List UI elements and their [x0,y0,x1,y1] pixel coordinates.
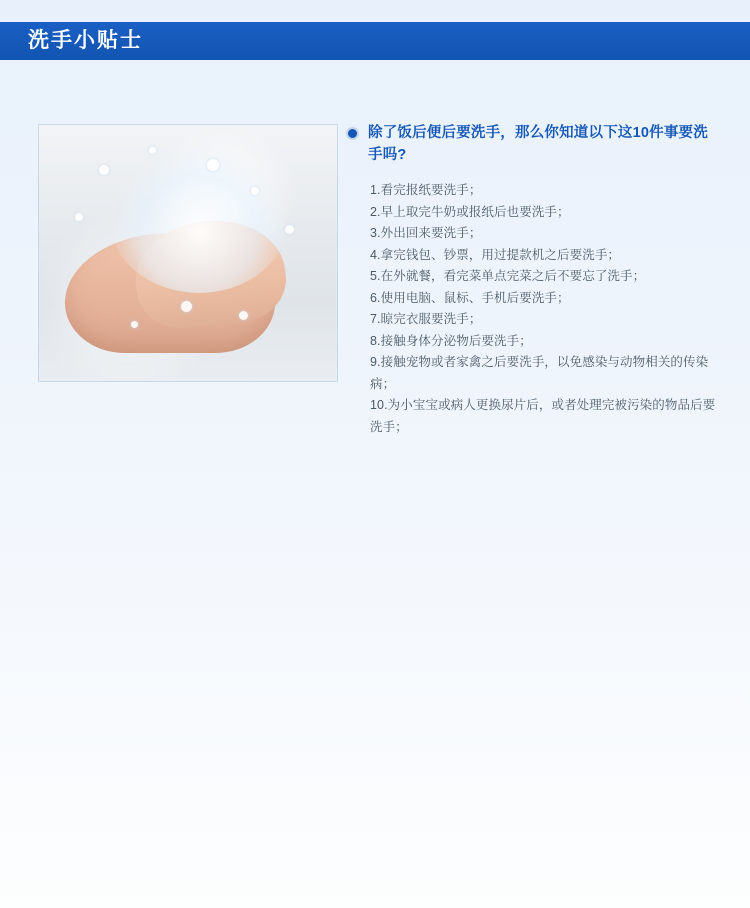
water-droplet-icon [99,165,109,175]
hands-washing-photo [38,124,338,382]
list-item: 5.在外就餐，看完菜单点完菜之后不要忘了洗手； [370,269,646,283]
water-splash-icon [109,143,289,293]
list-item: 1.看完报纸要洗手； [370,183,482,197]
tips-heading: 除了饭后便后要洗手，那么你知道以下这10件事要洗手吗? [368,125,708,163]
water-droplet-icon [207,159,219,171]
list-item: 10.为小宝宝或病人更换尿片后，或者处理完被污染的物品后要洗手； [370,398,716,434]
tips-heading-row [348,122,720,166]
list-item: 6.使用电脑、鼠标、手机后要洗手； [370,290,570,305]
water-droplet-icon [149,147,156,154]
water-droplet-icon [181,301,192,312]
water-droplet-icon [75,213,83,221]
list-item: 3.外出回来要洗手； [370,226,482,240]
list-item: 8.接触身体分泌物后要洗手； [370,333,532,348]
bullet-dot-icon [348,129,357,138]
list-item: 2.早上取完牛奶或报纸后也要洗手； [370,204,570,219]
list-item: 7.晾完衣服要洗手； [370,312,482,326]
tips-content [348,122,720,438]
page-title: 洗手小贴士 [28,29,143,52]
photo-background [39,125,337,381]
list-item: 9.接触宠物或者家禽之后要洗手，以免感染与动物相关的传染病； [370,355,709,391]
tips-list [348,180,720,438]
list-item: 4.拿完钱包、钞票，用过提款机之后要洗手； [370,247,621,262]
water-droplet-icon [239,311,248,320]
water-droplet-icon [285,225,294,234]
water-droplet-icon [251,187,259,195]
water-droplet-icon [131,321,138,328]
